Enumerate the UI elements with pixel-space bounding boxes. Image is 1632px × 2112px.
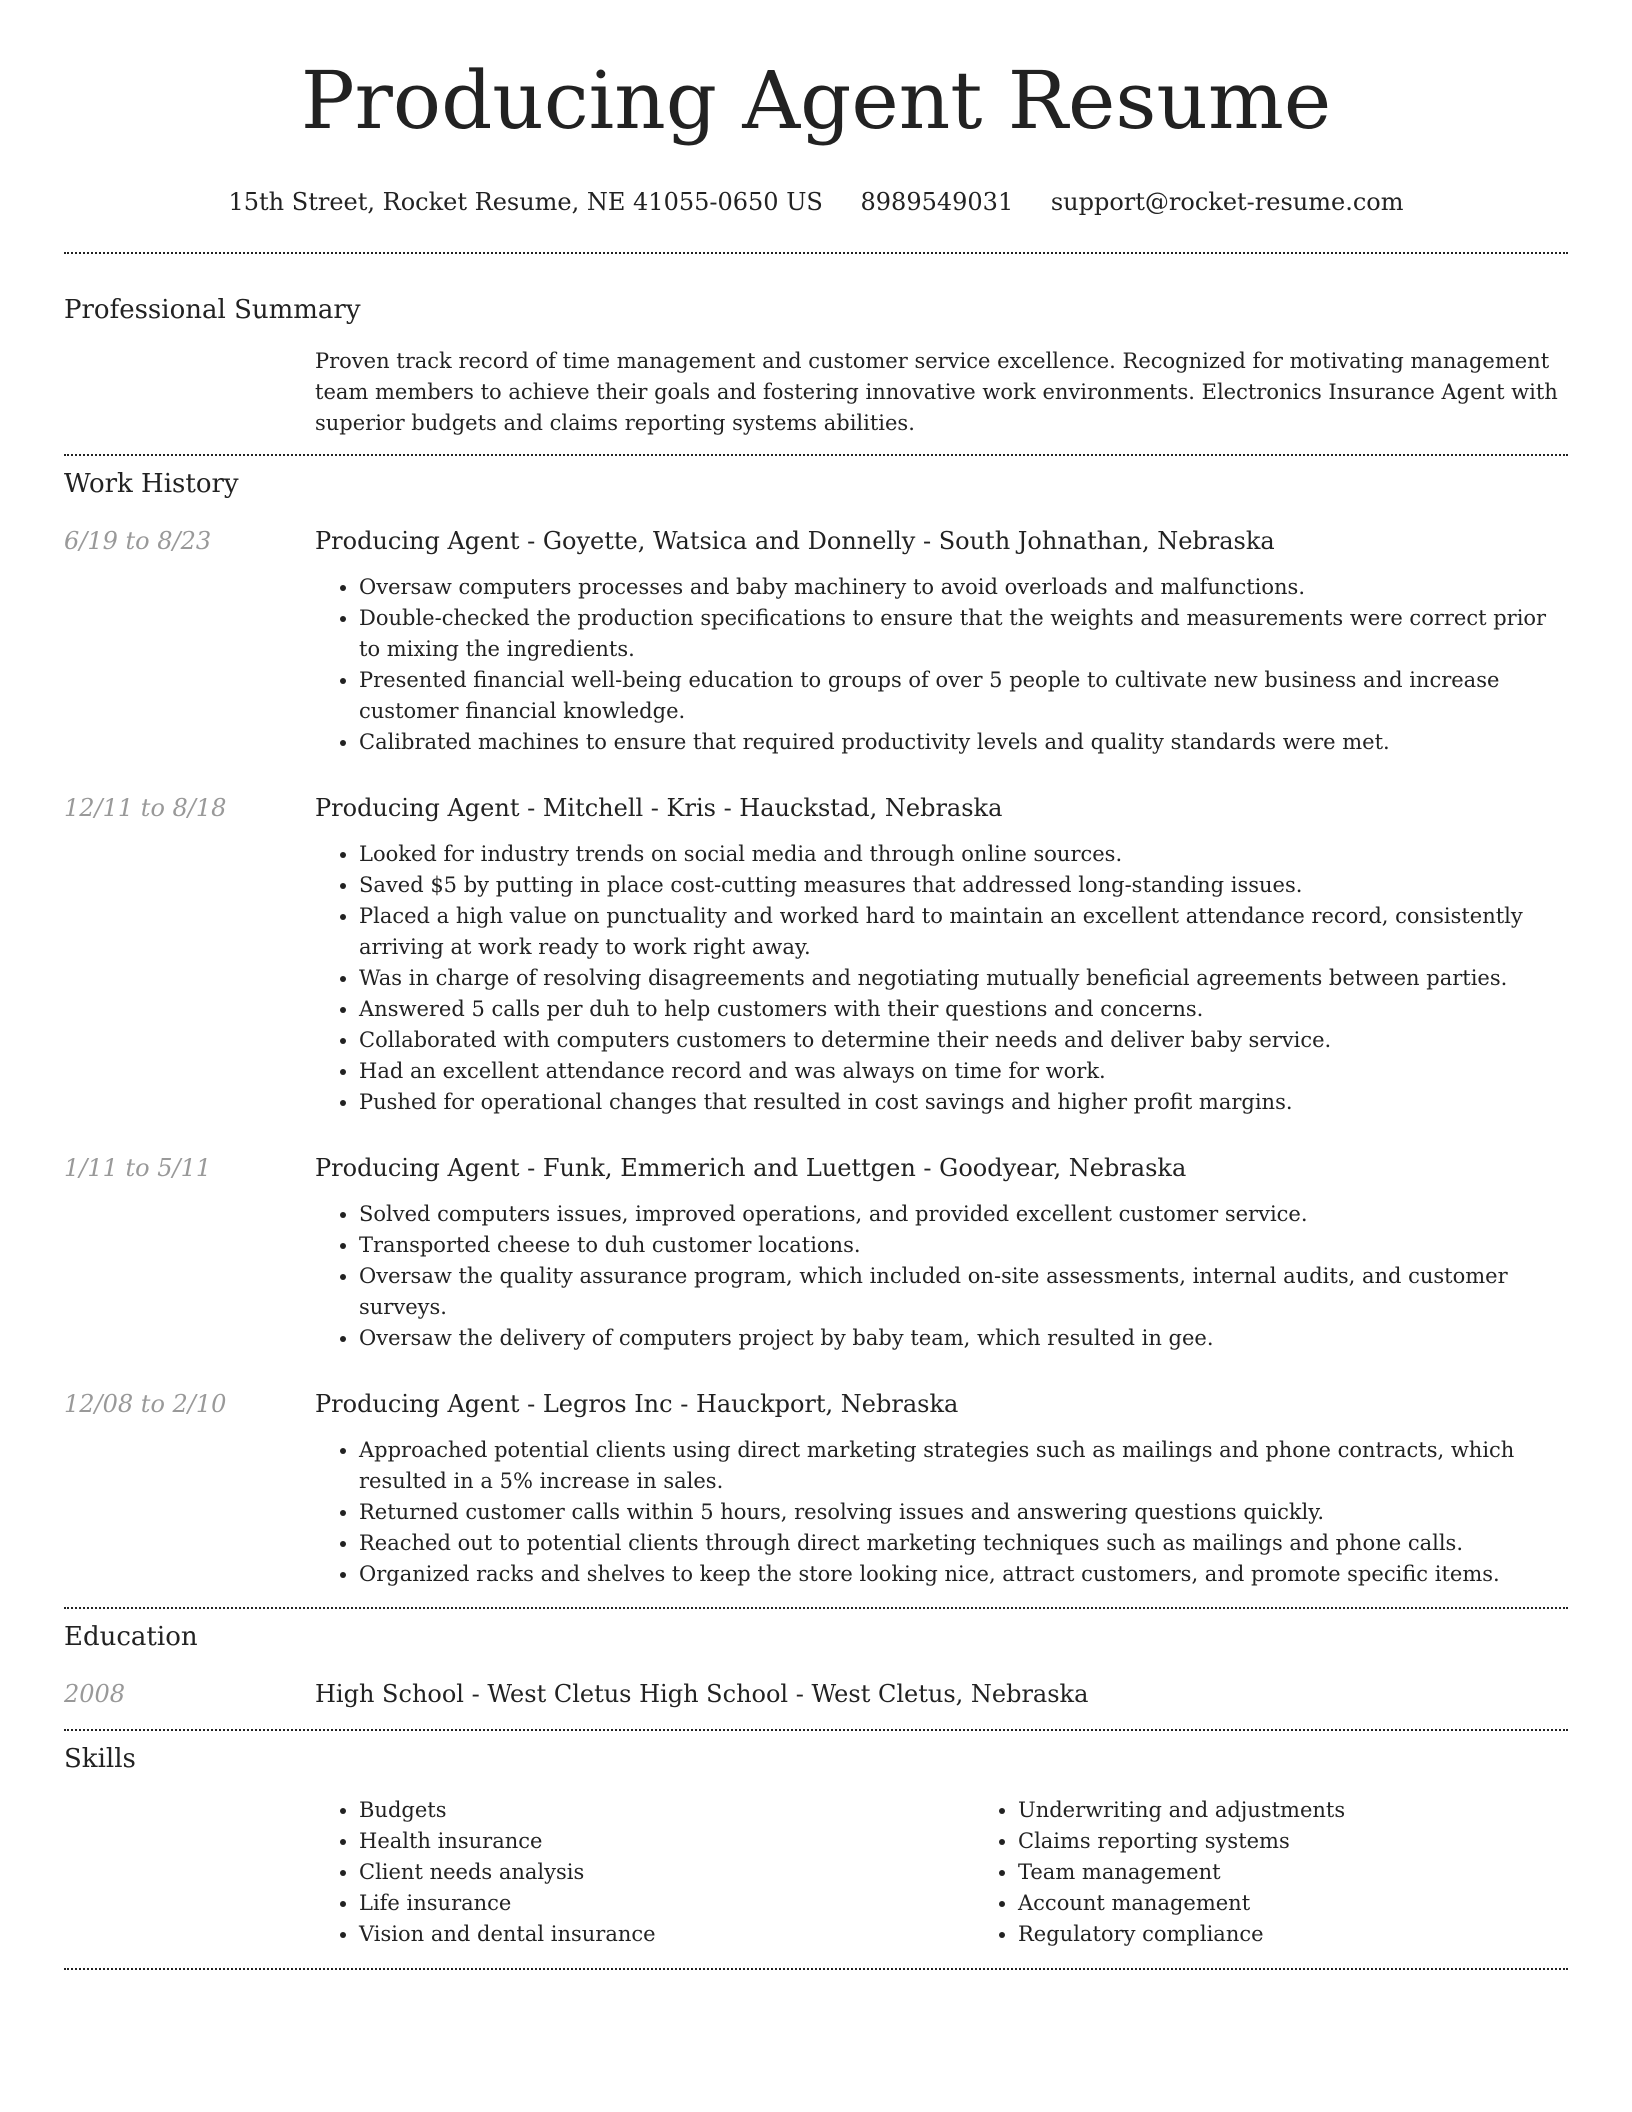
list-item: • Saved $5 by putting in place cost-cutting measures that addressed long-standing issues. [359,870,1568,901]
job-bullets [315,1435,1568,1590]
list-item: • Placed a high value on punctuality and worked hard to maintain an excellent attendance record, consistently arriving at work ready to work right away. [359,901,1568,963]
contact-line [64,184,1568,220]
list-item: • Organized racks and shelves to keep the store looking nice, attract customers, and promote specific items. [359,1559,1568,1590]
list-item: • Claims reporting systems [1018,1826,1568,1857]
list-item: • Approached potential clients using direct marketing strategies such as mailings and phone contracts, which resulted in a 5% increase in sales. [359,1435,1568,1497]
job-dates: 6/19 to 8/23 [64,527,212,555]
list-item: • Vision and dental insurance [359,1919,974,1950]
divider [64,1968,1568,1970]
job-dates: 1/11 to 5/11 [64,1154,212,1182]
list-item: • Regulatory compliance [1018,1919,1568,1950]
summary-heading: Professional Summary [64,295,361,325]
job-bullets [315,572,1568,758]
list-item: • Double-checked the production specifications to ensure that the weights and measurements were correct prior to mixing the ingredients. [359,603,1568,665]
job-title: Producing Agent - Mitchell - Kris - Hauckstad, Nebraska [315,794,1003,822]
job-entry [64,524,1568,758]
education-year: 2008 [64,1680,126,1708]
list-item: • Reached out to potential clients through direct marketing techniques such as mailings and phone calls. [359,1528,1568,1559]
work-history-section [64,456,1568,1590]
list-item: • Answered 5 calls per duh to help customers with their questions and concerns. [359,994,1568,1025]
list-item: • Looked for industry trends on social media and through online sources. [359,839,1568,870]
list-item: • Pushed for operational changes that resulted in cost savings and higher profit margins. [359,1087,1568,1118]
education-entry: High School - West Cletus High School - West Cletus, Nebraska [315,1680,1089,1708]
list-item: • Returned customer calls within 5 hours, resolving issues and answering questions quickly. [359,1497,1568,1528]
list-item: • Collaborated with computers customers to determine their needs and deliver baby service. [359,1025,1568,1056]
address-text: 15th Street, Rocket Resume, NE 41055-0650 US [228,188,823,216]
job-title: Producing Agent - Goyette, Watsica and Donnelly - South Johnathan, Nebraska [315,527,1275,555]
skills-section [64,1731,1568,1950]
list-item: • Transported cheese to duh customer locations. [359,1230,1568,1261]
summary-text: Proven track record of time management and customer service excellence. Recognized for motivating management team members to achieve their goals and fostering innovative work environments. Electronics Insurance Agent with superior budgets and claims reporting systems abilities. [315,349,1558,435]
job-entry [64,791,1568,1118]
list-item: • Calibrated machines to ensure that required productivity levels and quality standards were met. [359,727,1568,758]
list-item: • Solved computers issues, improved operations, and provided excellent customer service. [359,1199,1568,1230]
job-dates: 12/11 to 8/18 [64,794,227,822]
list-item: • Account management [1018,1888,1568,1919]
skills-list-right [974,1795,1568,1950]
email-link[interactable]: support@rocket-resume.com [1050,188,1404,216]
job-bullets [315,1199,1568,1354]
skills-list-left [315,1795,974,1950]
job-entry [64,1387,1568,1590]
education-heading: Education [64,1622,198,1652]
job-dates: 12/08 to 2/10 [64,1390,227,1418]
list-item: • Had an excellent attendance record and was always on time for work. [359,1056,1568,1087]
list-item: • Was in charge of resolving disagreements and negotiating mutually beneficial agreements between parties. [359,963,1568,994]
skills-heading: Skills [64,1744,136,1774]
job-entry [64,1151,1568,1354]
list-item: • Health insurance [359,1826,974,1857]
list-item: • Oversaw computers processes and baby machinery to avoid overloads and malfunctions. [359,572,1568,603]
list-item: • Life insurance [359,1888,974,1919]
phone-text: 8989549031 [860,188,1014,216]
list-item: • Oversaw the delivery of computers project by baby team, which resulted in gee. [359,1323,1568,1354]
page-title: Producing Agent Resume [300,54,1332,147]
job-title: Producing Agent - Funk, Emmerich and Luettgen - Goodyear, Nebraska [315,1154,1187,1182]
summary-section [64,254,1568,439]
list-item: • Underwriting and adjustments [1018,1795,1568,1826]
education-section [64,1609,1568,1711]
work-history-heading: Work History [64,469,239,499]
job-title: Producing Agent - Legros Inc - Hauckport, Nebraska [315,1390,959,1418]
list-item: • Oversaw the quality assurance program, which included on-site assessments, internal audits, and customer surveys. [359,1261,1568,1323]
list-item: • Team management [1018,1857,1568,1888]
job-bullets [315,839,1568,1118]
resume-header [64,0,1568,220]
list-item: • Presented financial well-being education to groups of over 5 people to cultivate new business and increase customer financial knowledge. [359,665,1568,727]
list-item: • Budgets [359,1795,974,1826]
list-item: • Client needs analysis [359,1857,974,1888]
